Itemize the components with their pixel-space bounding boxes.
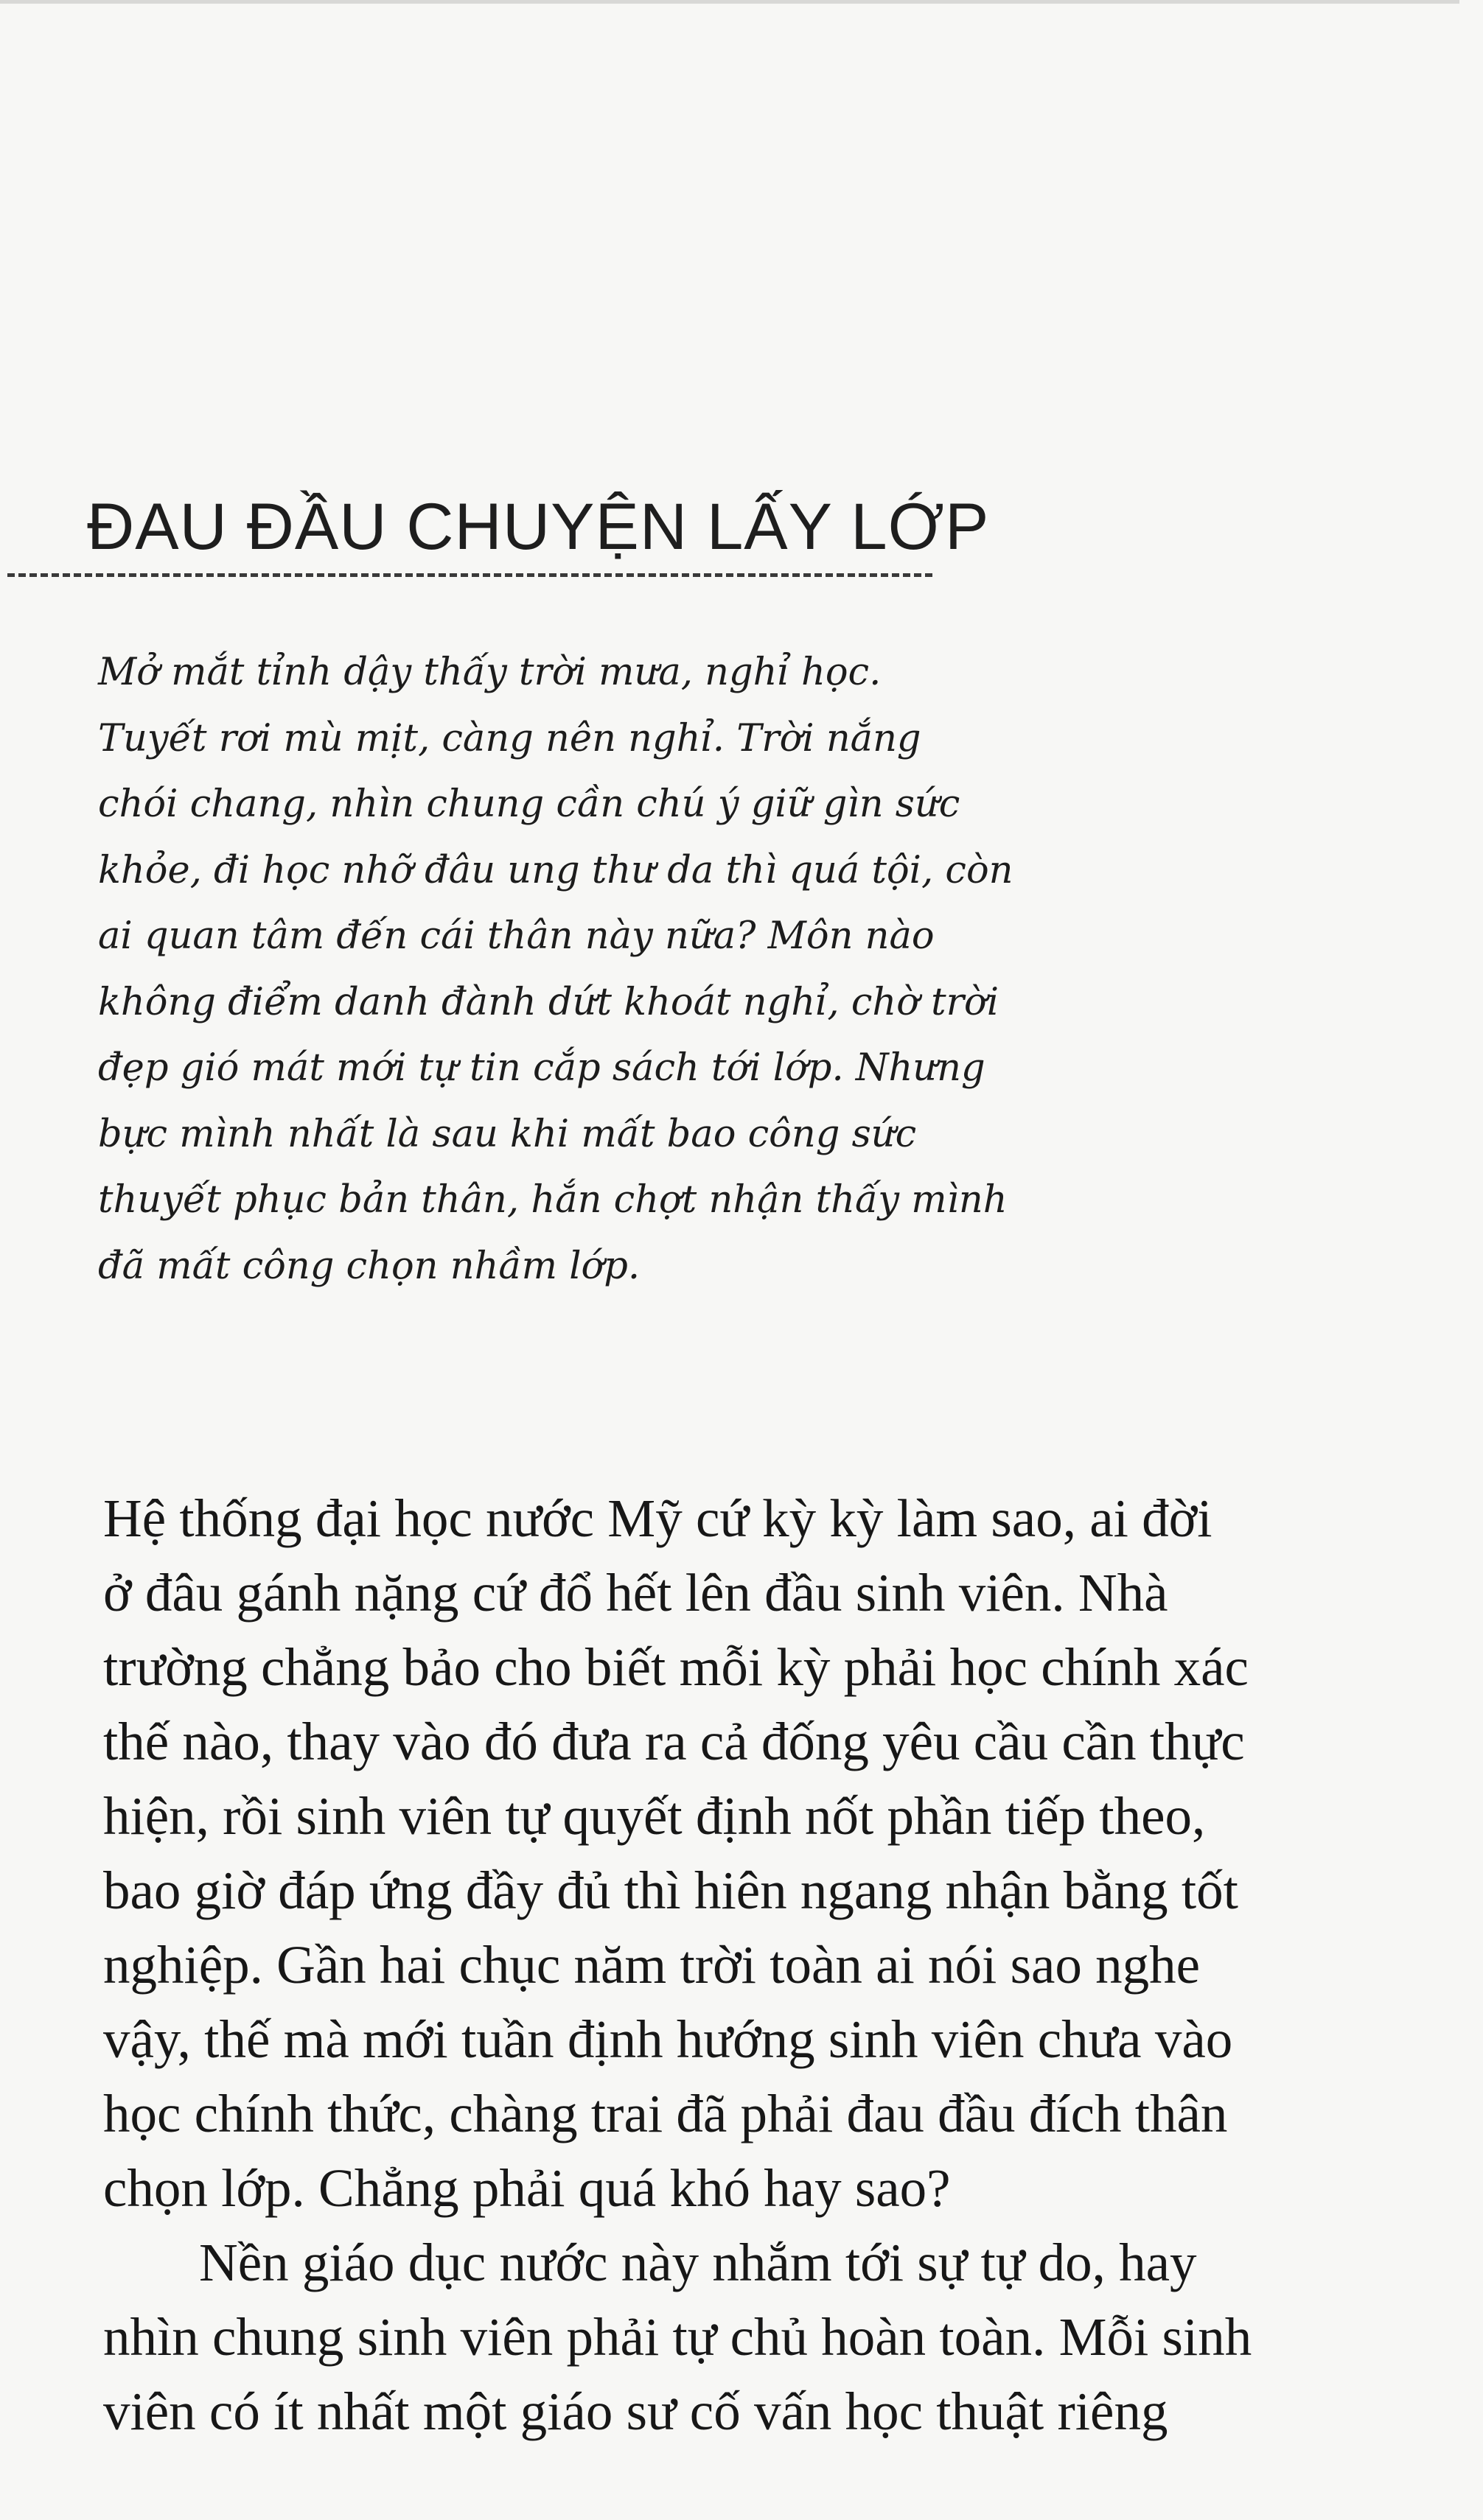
- epigraph-line: Tuyết rơi mù mịt, càng nên nghỉ. Trời nắng: [98, 716, 921, 760]
- chapter-title: ĐAU ĐẦU CHUYỆN LẤY LỚP: [87, 489, 990, 563]
- body-paragraph-1: [103, 1481, 1400, 2225]
- epigraph-line: đẹp gió mát mới tự tin cắp sách tới lớp. Nhưng: [98, 1046, 985, 1090]
- body-text: [103, 1481, 1400, 2449]
- body-line: ở đâu gánh nặng cứ đổ hết lên đầu sinh viên. Nhà: [103, 1563, 1168, 1623]
- epigraph: [98, 640, 1013, 1299]
- body-line: bao giờ đáp ứng đầy đủ thì hiên ngang nhận bằng tốt: [103, 1861, 1238, 1920]
- body-line: Hệ thống đại học nước Mỹ cứ kỳ kỳ làm sao, ai đời: [103, 1488, 1212, 1548]
- epigraph-line: Mở mắt tỉnh dậy thấy trời mưa, nghỉ học.: [98, 651, 882, 694]
- top-edge-rule: [0, 0, 1459, 4]
- epigraph-line: bực mình nhất là sau khi mất bao công sức: [98, 1112, 917, 1156]
- epigraph-line: ai quan tâm đến cái thân này nữa? Môn nào: [98, 914, 935, 958]
- epigraph-line: chói chang, nhìn chung cần chú ý giữ gìn sức: [98, 783, 960, 826]
- body-line: chọn lớp. Chẳng phải quá khó hay sao?: [103, 2158, 951, 2218]
- body-line: hiện, rồi sinh viên tự quyết định nốt phần tiếp theo,: [103, 1786, 1206, 1846]
- body-line: trường chẳng bảo cho biết mỗi kỳ phải học chính xác: [103, 1637, 1249, 1697]
- body-line: viên có ít nhất một giáo sư cố vấn học thuật riêng: [103, 2381, 1168, 2441]
- body-line: thế nào, thay vào đó đưa ra cả đống yêu cầu cần thực: [103, 1712, 1245, 1771]
- epigraph-line: không điểm danh đành dứt khoát nghỉ, chờ trời: [98, 980, 999, 1024]
- epigraph-line: khỏe, đi học nhỡ đâu ung thư da thì quá tội, còn: [98, 848, 1013, 892]
- body-line: nhìn chung sinh viên phải tự chủ hoàn toàn. Mỗi sinh: [103, 2307, 1252, 2367]
- body-line: vậy, thế mà mới tuần định hướng sinh viên chưa vào: [103, 2009, 1233, 2069]
- epigraph-line: thuyết phục bản thân, hắn chợt nhận thấy mình: [98, 1178, 1008, 1222]
- body-line: nghiệp. Gần hai chục năm trời toàn ai nói sao nghe: [103, 1935, 1201, 1995]
- body-line: học chính thức, chàng trai đã phải đau đầu đích thân: [103, 2084, 1228, 2143]
- epigraph-line: đã mất công chọn nhầm lớp.: [98, 1244, 641, 1288]
- title-dashed-divider: [7, 573, 932, 577]
- body-paragraph-2: [103, 2225, 1400, 2449]
- body-line: Nền giáo dục nước này nhắm tới sự tự do, hay: [199, 2233, 1197, 2292]
